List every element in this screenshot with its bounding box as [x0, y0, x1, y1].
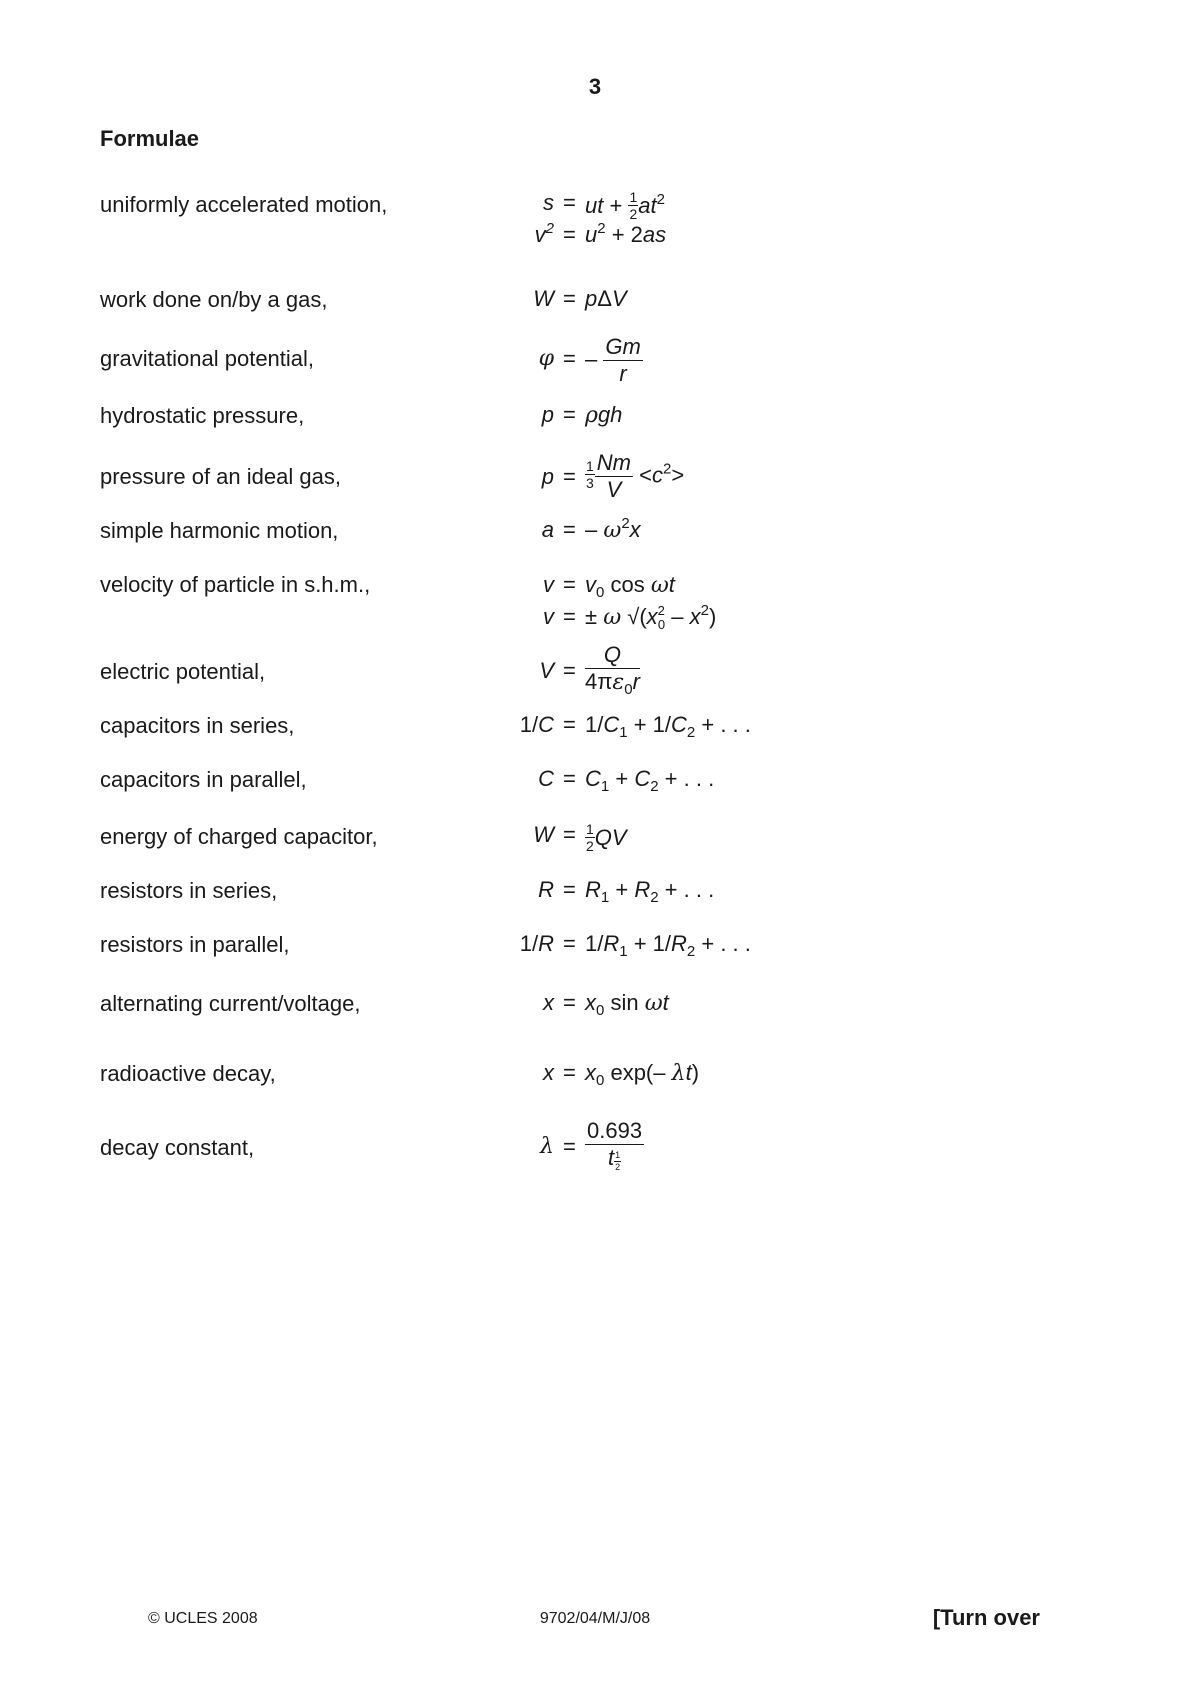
formula-resistors-series: R = $R_1 + R_2$ + . . . — [538, 877, 715, 906]
formula-alternating: x = $x_0$ sin ωt — [543, 990, 669, 1019]
formula-capacitor-energy: W = $\frac{1}{2}$ QV — [533, 821, 627, 854]
formula-suvat-2: $v^2$ = $u^2 + 2as$ — [534, 220, 667, 247]
formula-decay-constant: λ = 0.693 t $_{\frac{1}{2}}$ — [540, 1118, 643, 1172]
label-capacitor-energy: energy of charged capacitor, — [100, 824, 378, 849]
formula-work-done: W = pΔV — [533, 286, 627, 311]
formula-shm: a = – $\omega^2x$ — [541, 515, 641, 543]
formula-shm-velocity-2: v = ± ω $√(x^2_0 - x^2)$ — [543, 602, 717, 632]
formula-hydrostatic: p = ρgh — [541, 402, 623, 428]
label-hydrostatic-pressure: hydrostatic pressure, — [100, 403, 305, 428]
formula-shm-velocity-1: v = $v_0$ cos ωt — [543, 572, 675, 601]
label-work-done: work done on/by a gas, — [100, 287, 328, 312]
label-shm-velocity: velocity of particle in s.h.m., — [100, 572, 371, 597]
page-number: 3 — [588, 74, 602, 99]
label-electric-potential: electric potential, — [100, 659, 266, 684]
formula-suvat-1: s = ut + $\frac{1}{2}$ $at^2$ — [543, 189, 665, 222]
footer-code: 9702/04/M/J/08 — [539, 1610, 651, 1627]
label-capacitors-series: capacitors in series, — [100, 713, 295, 738]
label-decay-constant: decay constant, — [100, 1135, 255, 1160]
formula-capacitors-series: 1/C = $1/C_1 + 1/C_2$ + . . . — [519, 712, 751, 741]
label-radioactive-decay: radioactive decay, — [100, 1061, 276, 1086]
formula-capacitors-parallel: C = $C_1 + C_2$ + . . . — [538, 766, 715, 795]
formula-grav-potential: φ = – $\frac{Gm}{r}$ — [538, 334, 641, 386]
label-resistors-parallel: resistors in parallel, — [100, 932, 290, 957]
formula-radioactive-decay: x = $x_0$ exp(– λt) — [543, 1060, 700, 1089]
label-capacitors-parallel: capacitors in parallel, — [100, 767, 307, 792]
formula-electric-potential: V = $\frac{Q}{4\pi\varepsilon_0r}$ — [539, 642, 640, 698]
label-alternating: alternating current/voltage, — [100, 991, 361, 1016]
section-heading: Formulae — [100, 126, 200, 151]
label-shm: simple harmonic motion, — [100, 518, 339, 543]
footer-copyright: © UCLES 2008 — [148, 1610, 258, 1627]
label-ideal-gas-pressure: pressure of an ideal gas, — [100, 464, 341, 489]
formula-ideal-gas: p = $\frac{1}{3}$ $\frac{Nm}{V}$ $<c^2>$ — [541, 450, 685, 502]
formula-resistors-parallel: 1/R = $1/R_1 + 1/R_2$ + . . . — [519, 931, 751, 960]
label-grav-potential: gravitational potential, — [100, 346, 315, 371]
label-uniform-motion: uniformly accelerated motion, — [100, 192, 388, 217]
label-resistors-series: resistors in series, — [100, 878, 278, 903]
turn-over-label: [Turn over — [932, 1605, 1040, 1630]
